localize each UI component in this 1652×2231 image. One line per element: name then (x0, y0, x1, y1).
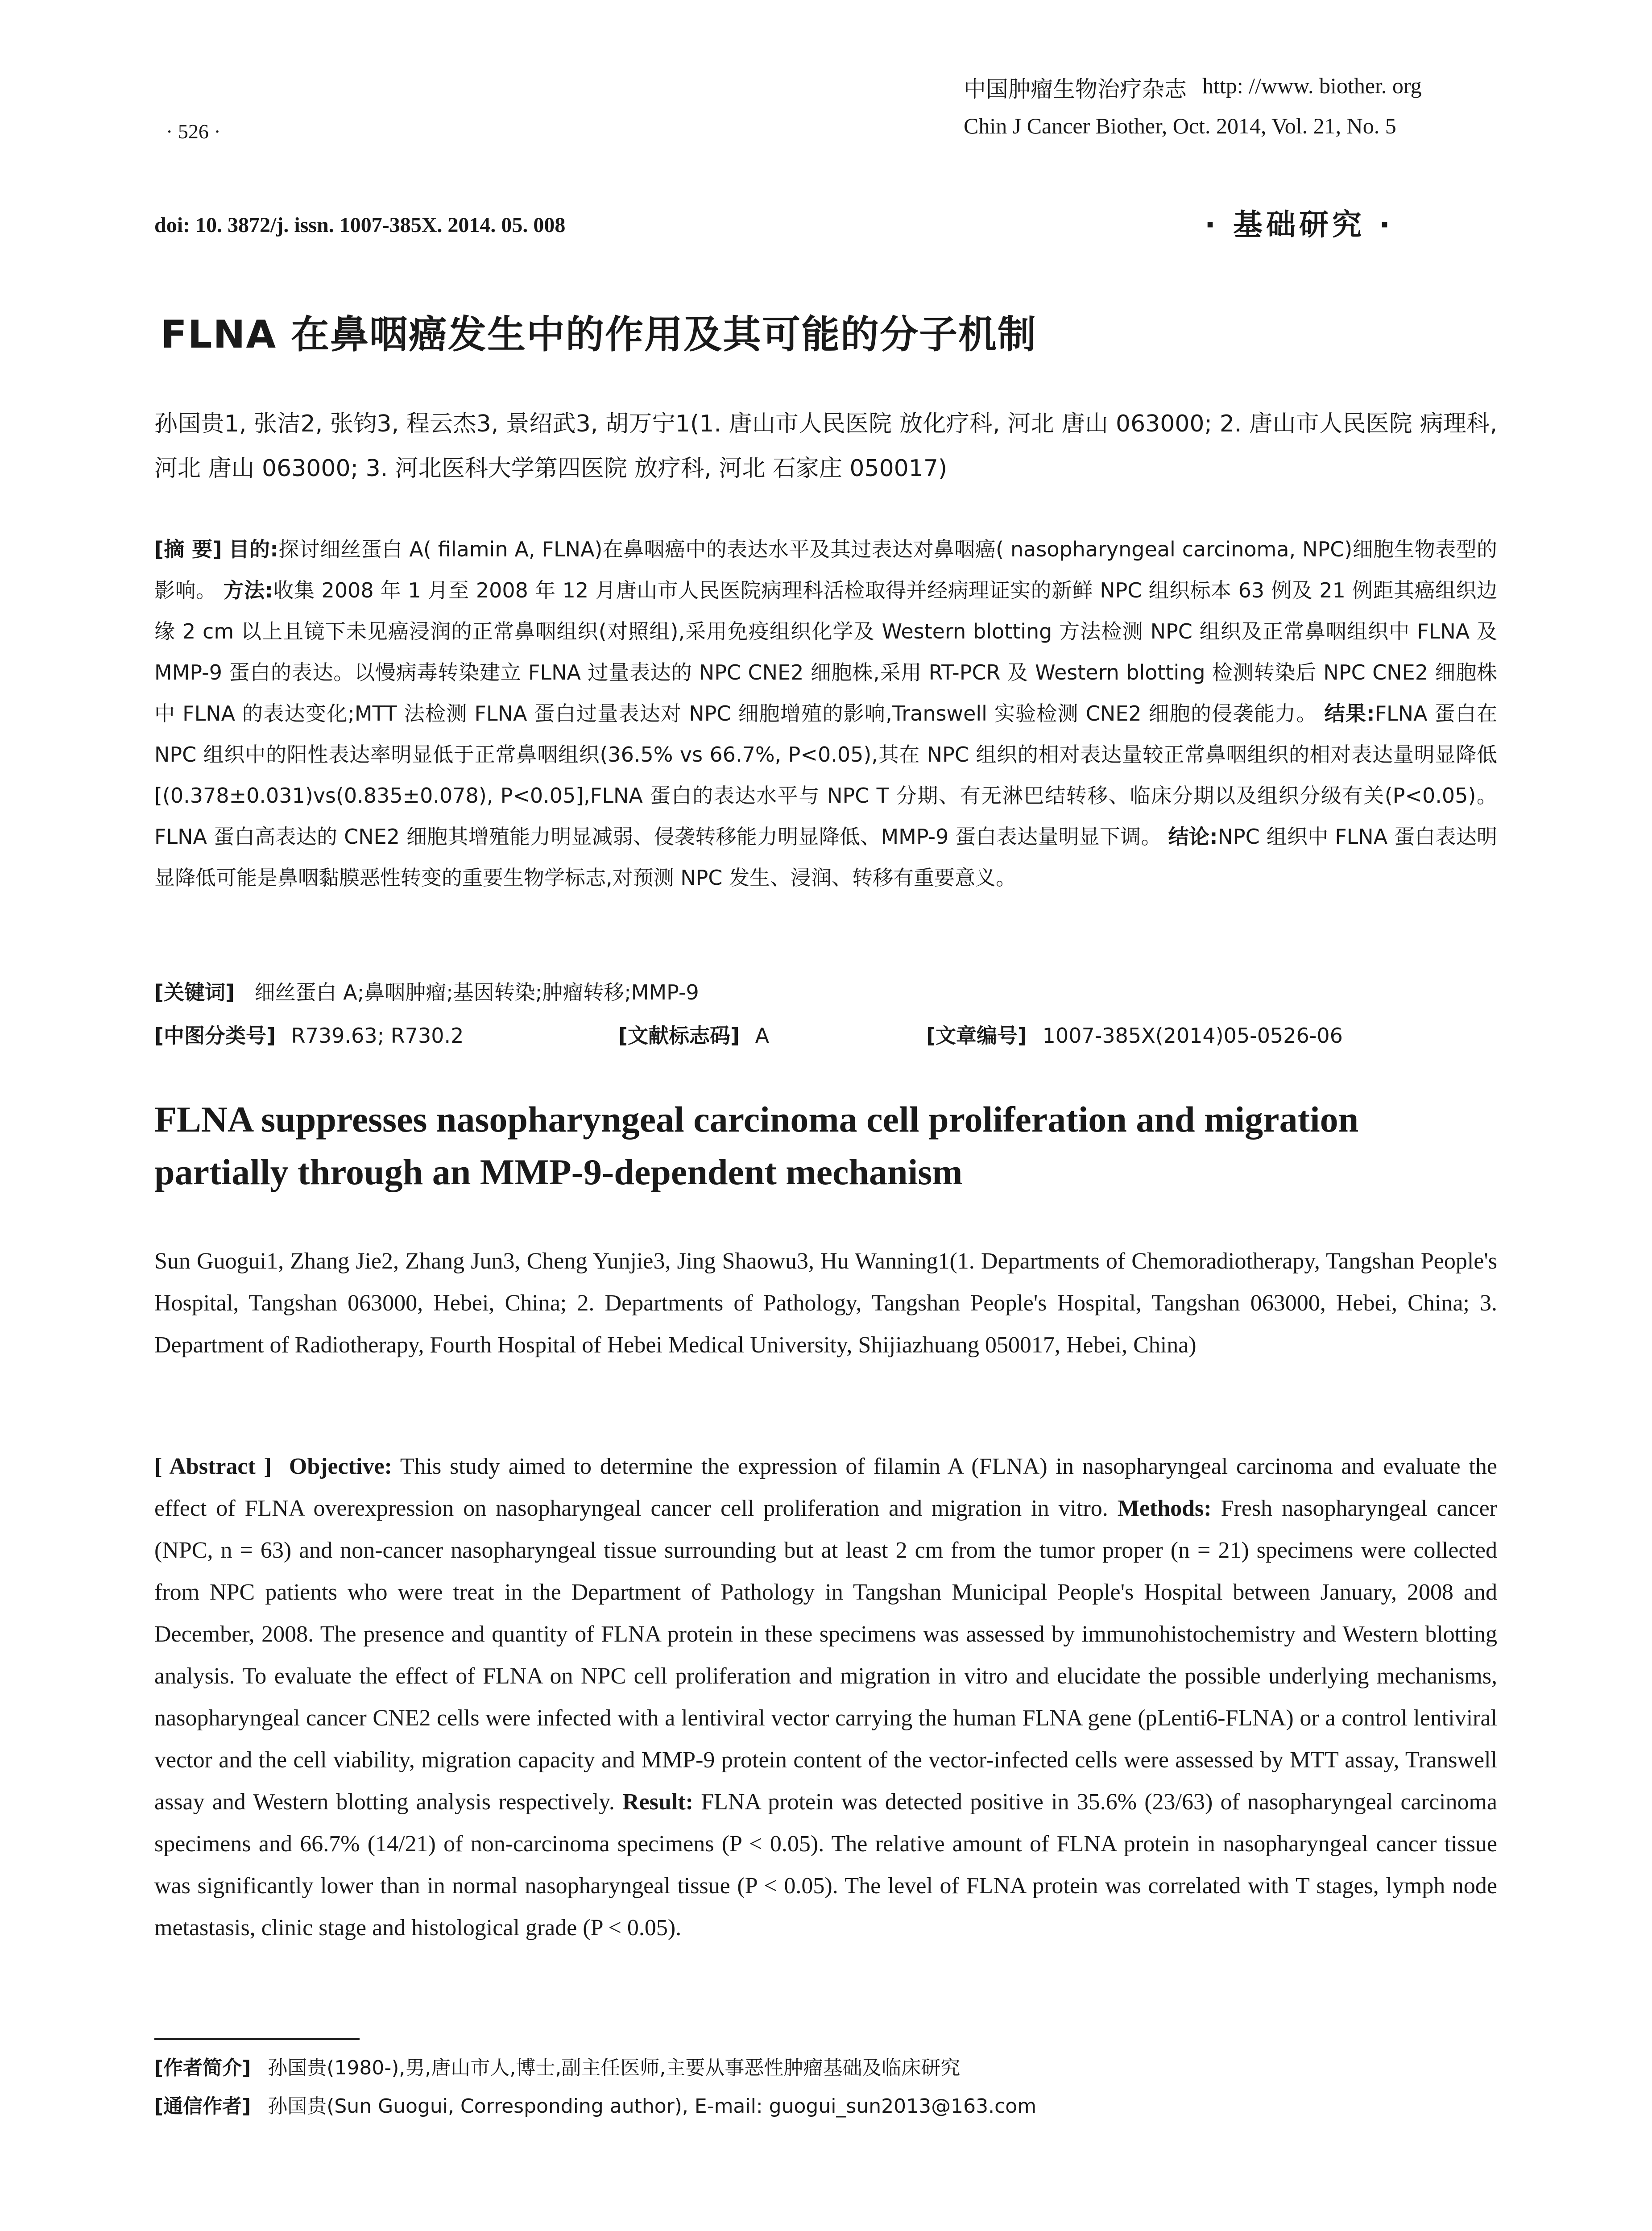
clc-label: [中图分类号] (154, 1024, 276, 1048)
journal-url: http: //www. biother. org (1202, 73, 1422, 98)
doc-code-value: A (755, 1024, 770, 1048)
abstract-cn-label: [摘 要] (154, 537, 222, 561)
abstract-en-result: FLNA protein was detected positive in 35.6% (23/63) of nasopharyngeal carcinoma specimens and 66.7% (14/21) of non-carcinoma specimens (P < 0.05). The relative amount of FLNA protein in nasopharyngeal cancer tissue was significantly lower than in normal nasopharyngeal tissue (P < 0.05). The level of FLNA protein was correlated with T stages, lymph node metastasis, clinic stage and histological grade (P < 0.05). (154, 1789, 1497, 1941)
journal-citation-en: Chin J Cancer Biother, Oct. 2014, Vol. 21, No. 5 (964, 113, 1396, 138)
footnote-divider (154, 2038, 360, 2040)
abstract-cn-methods: 收集 2008 年 1 月至 2008 年 12 月唐山市人民医院病理科活检取得并经病理证实的新鲜 NPC 组织标本 63 例及 21 例距其癌组织边缘 2 cm 以上且镜下未见癌浸润的正常鼻咽组织(对照组),采用免疫组织化学及 Western blotting 方法检测 NPC 组织及正常鼻咽组织中 FLNA 及 MMP-9 蛋白的表达。以慢病毒转染建立 FLNA 过量表达的 NPC CNE2 细胞株,采用 RT-PCR 及 Western blotting 检测转染后 NPC CNE2 细胞株中 FLNA 的表达变化;MTT 法检测 FLNA 蛋白过量表达对 NPC 细胞增殖的影响,Transwell 实验检测 CNE2 细胞的侵袭能力。 (154, 578, 1498, 726)
keywords-cn-label: [关键词] (154, 980, 235, 1004)
title-en: FLNA suppresses nasopharyngeal carcinoma cell proliferation and migration partially through an MMP-9-dependent mechanism (154, 1099, 1359, 1192)
article-no-label: [文章编号] (926, 1024, 1027, 1048)
journal-name-cn: 中国肿瘤生物治疗杂志 (964, 76, 1187, 102)
abstract-en-result-label: Result: (622, 1789, 693, 1815)
abstract-cn (154, 529, 1497, 898)
author-info-text: 孙国贵(1980-),男,唐山市人,博士,副主任医师,主要从事恶性肿瘤基础及临床研究 (268, 2057, 961, 2079)
abstract-en-objective-label: Objective: (289, 1454, 392, 1479)
corresponding-author-footnote (154, 2090, 1497, 2119)
abstract-cn-conclusion: NPC 组织中 FLNA 蛋白表达明显降低可能是鼻咽黏膜恶性转变的重要生物学标志,对预测 NPC 发生、浸润、转移有重要意义。 (154, 825, 1497, 890)
author-info-footnote (154, 2052, 1497, 2080)
abstract-en-objective: This study aimed to determine the expression of filamin A (FLNA) in nasopharyngeal carcinoma and evaluate the effect of FLNA overexpression on nasopharyngeal cancer cell proliferation and migration in vitro. (154, 1454, 1498, 1521)
clc-value: R739.63; R730.2 (291, 1024, 464, 1048)
corresponding-label: [通信作者] (154, 2095, 251, 2118)
abstract-cn-results: FLNA 蛋白在 NPC 组织中的阳性表达率明显低于正常鼻咽组织(36.5% vs 66.7%, P<0.05),其在 NPC 组织的相对表达量较正常鼻咽组织的相对表达量明显降低[(0.378±0.031)vs(0.835±0.078), P<0.05],FLNA 蛋白的表达水平与 NPC T 分期、有无淋巴结转移、临床分期以及组织分级有关(P<0.05)。FLNA 蛋白高表达的 CNE2 细胞其增殖能力明显减弱、侵袭转移能力明显降低、MMP-9 蛋白表达量明显下调。 (154, 701, 1497, 849)
abstract-cn-results-label: 结果: (1324, 701, 1375, 726)
section-label: · 基础研究 · (1205, 207, 1394, 242)
corresponding-text: 孙国贵(Sun Guogui, Corresponding author), E-mail: guogui_sun2013@163.com (268, 2095, 1037, 2118)
abstract-cn-conclusion-label: 结论: (1168, 825, 1218, 849)
abstract-en-methods: Fresh nasopharyngeal cancer (NPC, n = 63) and non-cancer nasopharyngeal tissue surrounding but at least 2 cm from the tumor proper (n = 21) specimens were collected from NPC patients who were treat in the Department of Pathology in Tangshan Municipal People's Hospital between January, 2008 and December, 2008. The presence and quantity of FLNA protein in these specimens was assessed by immunohistochemistry and Western blotting analysis. To evaluate the effect of FLNA on NPC cell proliferation and migration in vitro and elucidate the possible underlying mechanisms, nasopharyngeal cancer CNE2 cells were infected with a lentiviral vector carrying the human FLNA gene (pLenti6-FLNA) or a control lentiviral vector and the cell viability, migration capacity and MMP-9 protein content of the vector-infected cells were assessed by MTT assay, Transwell assay and Western blotting analysis respectively. (154, 1496, 1498, 1815)
author-info-label: [作者简介] (154, 2057, 251, 2079)
abstract-en-label: [ Abstract ] (154, 1454, 272, 1479)
doc-code-label: [文献标志码] (618, 1024, 740, 1048)
authors-cn: 孙国贵1, 张洁2, 张钧3, 程云杰3, 景绍武3, 胡万宁1(1. 唐山市人民医院 放化疗科, 河北 唐山 063000; 2. 唐山市人民医院 病理科, 河北 唐山 063000; 3. 河北医科大学第四医院 放疗科, 河北 石家庄 050017) (154, 411, 1497, 482)
doi: doi: 10. 3872/j. issn. 1007-385X. 2014. 05. 008 (154, 213, 566, 237)
authors-en: Sun Guogui1, Zhang Jie2, Zhang Jun3, Cheng Yunjie3, Jing Shaowu3, Hu Wanning1(1. Departments of Chemoradiotherapy, Tangshan People's Hospital, Tangshan 063000, Hebei, China; 2. Departments of Pathology, Tangshan People's Hospital, Tangshan 063000, Hebei, China; 3. Department of Radiotherapy, Fourth Hospital of Hebei Medical University, Shijiazhuang 050017, Hebei, China) (154, 1248, 1497, 1358)
page-number: · 526 · (166, 120, 221, 143)
title-cn: FLNA 在鼻咽癌发生中的作用及其可能的分子机制 (161, 312, 1037, 357)
abstract-en (154, 1446, 1497, 1949)
abstract-en-methods-label: Methods: (1117, 1496, 1212, 1521)
keywords-cn-value: 细丝蛋白 A;鼻咽肿瘤;基因转染;肿瘤转移;MMP-9 (254, 980, 699, 1004)
keywords-cn (154, 976, 1497, 1006)
abstract-cn-objective: 探讨细丝蛋白 A( filamin A, FLNA)在鼻咽癌中的表达水平及其过表达对鼻咽癌( nasopharyngeal carcinoma, NPC)细胞生物表型的影响。 (154, 537, 1497, 602)
article-no-value: 1007-385X(2014)05-0526-06 (1042, 1024, 1343, 1048)
abstract-cn-objective-label: 目的: (228, 537, 278, 561)
abstract-cn-methods-label: 方法: (223, 578, 273, 602)
